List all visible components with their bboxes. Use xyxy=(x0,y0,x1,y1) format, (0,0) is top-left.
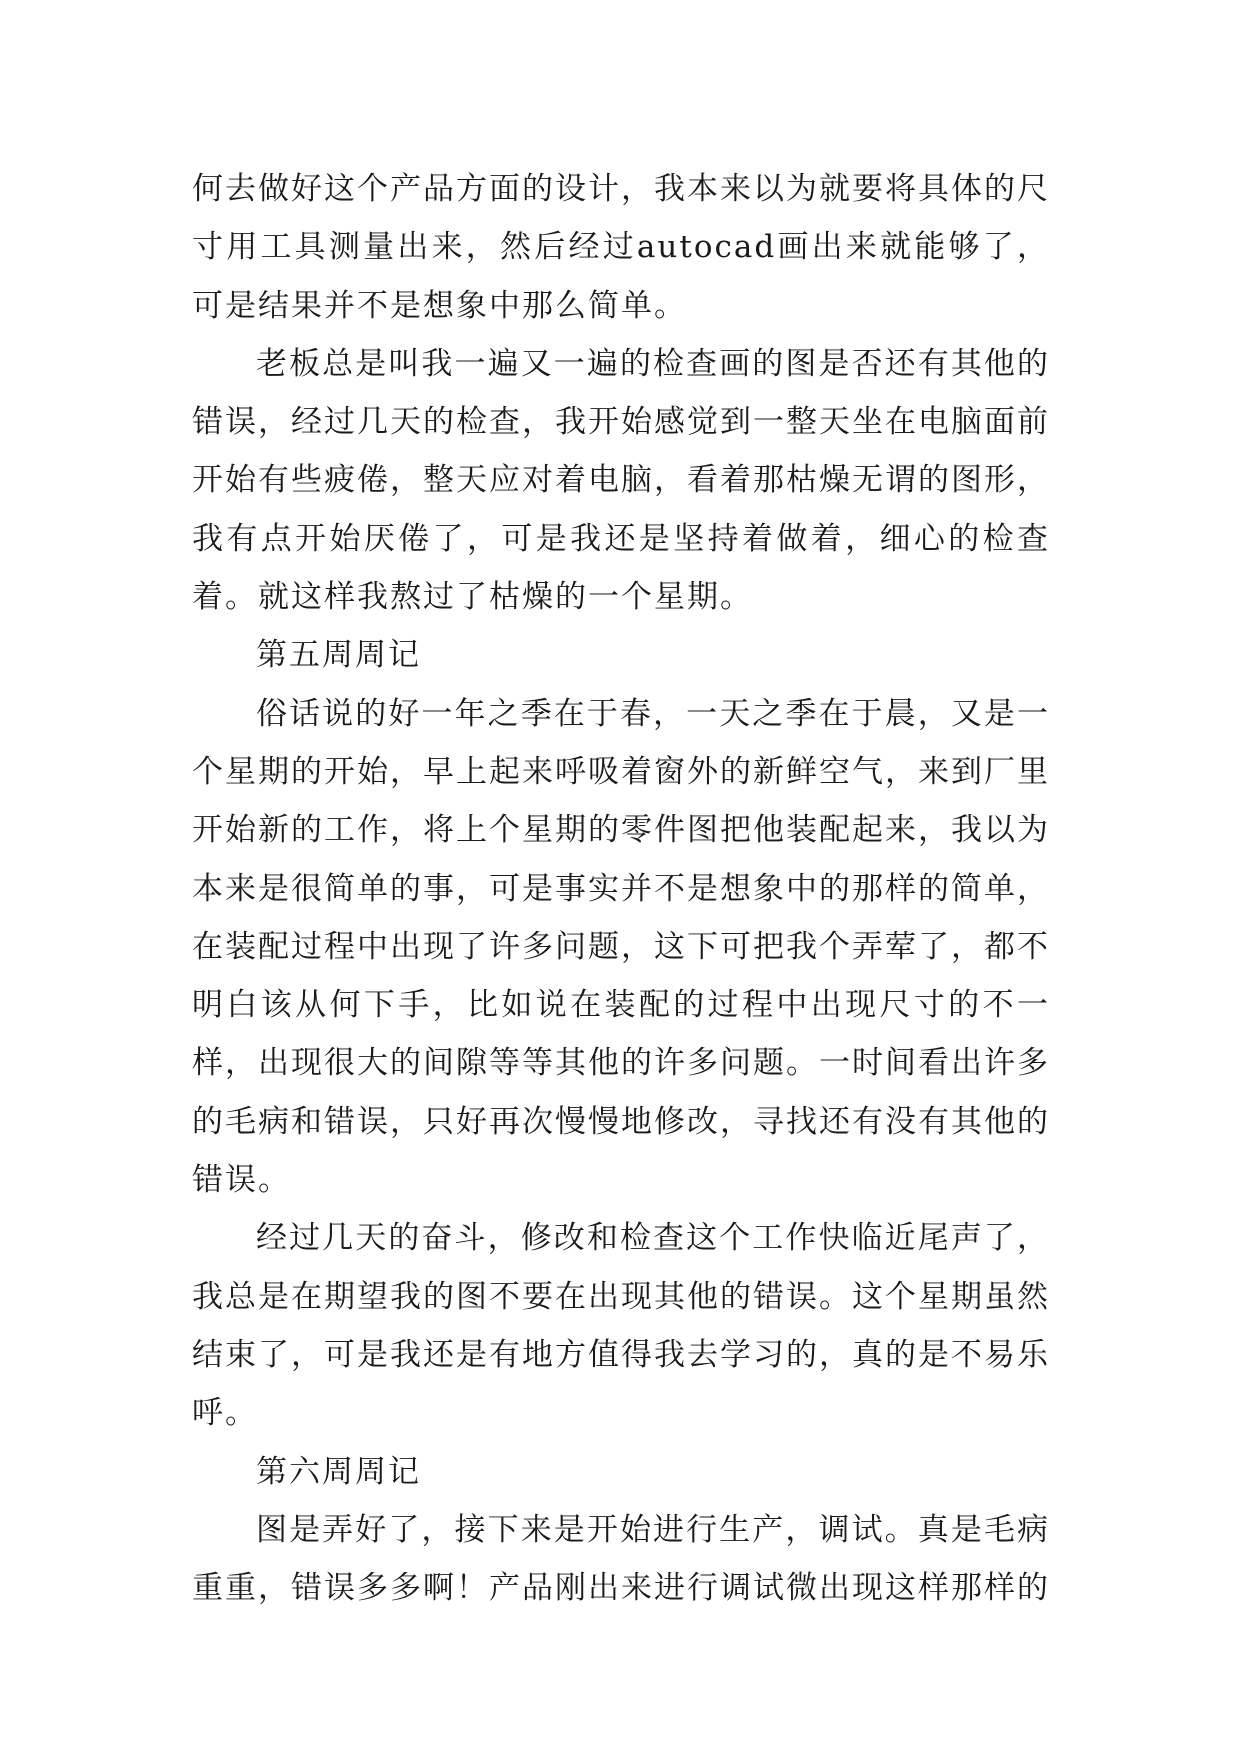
paragraph-week-six-production: 图是弄好了，接下来是开始进行生产，调试。真是毛病重重，错误多多啊！产品刚出来进行调试微出现这样那样的 xyxy=(192,1511,1050,1607)
paragraph-checking-drawings: 老板总是叫我一遍又一遍的检查画的图是否还有其他的错误，经过几天的检查，我开始感觉到一整天坐在电脑面前开始有些疲倦，整天应对着电脑，看着那枯燥无谓的图形，我有点开始厌倦了，可是我还是坚持着做着，细心的检查着。就这样我熬过了枯燥的一个星期。 xyxy=(192,345,1050,616)
paragraph-week-five-conclusion: 经过几天的奋斗，修改和检查这个工作快临近尾声了，我总是在期望我的图不要在出现其他的错误。这个星期虽然结束了，可是我还是有地方值得我去学习的，真的是不易乐呼。 xyxy=(192,1220,1050,1432)
document-body xyxy=(192,160,1050,1617)
heading-week-six: 第六周周记 xyxy=(256,1453,421,1490)
paragraph-design-continuation: 何去做好这个产品方面的设计，我本来以为就要将具体的尺寸用工具测量出来，然后经过autocad画出来就能够了，可是结果并不是想象中那么简单。 xyxy=(192,171,1050,324)
paragraph-week-five-assembly: 俗话说的好一年之季在于春，一天之季在于晨，又是一个星期的开始，早上起来呼吸着窗外的新鲜空气，来到厂里开始新的工作，将上个星期的零件图把他装配起来，我以为本来是很简单的事，可是事实并不是想象中的那样的简单，在装配过程中出现了许多问题，这下可把我个弄荤了，都不明白该从何下手，比如说在装配的过程中出现尺寸的不一样，出现很大的间隙等等其他的许多问题。一时间看出许多的毛病和错误，只好再次慢慢地修改，寻找还有没有其他的错误。 xyxy=(192,695,1050,1199)
heading-week-five: 第五周周记 xyxy=(256,637,421,674)
